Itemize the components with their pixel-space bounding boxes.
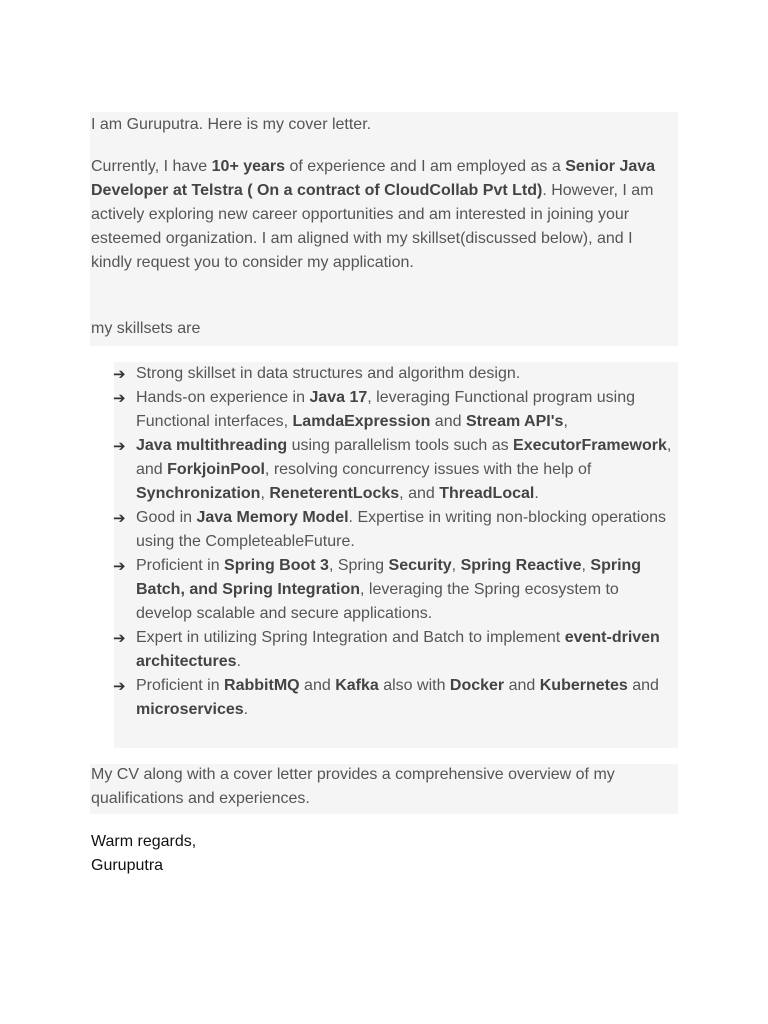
skill-item-data-structures xyxy=(114,362,678,386)
bold-run: event-driven architectures xyxy=(136,629,660,670)
bold-run: 10+ years xyxy=(211,158,286,175)
bold-run: Synchronization xyxy=(136,485,261,502)
skill-item-memory-model xyxy=(114,506,678,554)
text-run: . However, I am actively exploring new career opportunities and am interested in joining your esteemed organization. I am aligned with my skillset(discussed below), and I kindly request you to consider my application. xyxy=(91,182,654,271)
skill-item-java-17 xyxy=(114,386,678,434)
bold-run: RabbitMQ xyxy=(224,677,300,694)
skill-item-messaging xyxy=(114,674,678,722)
text-run: , and xyxy=(136,437,672,478)
text-run: Proficient in xyxy=(136,557,225,574)
bold-run: ForkjoinPool xyxy=(167,461,265,478)
text-run: Good in xyxy=(136,509,197,526)
signoff xyxy=(91,830,196,878)
closing-paragraph: My CV along with a cover letter provides a comprehensive overview of my qualifications and experiences. xyxy=(91,766,615,807)
text-run: Currently, I have xyxy=(91,158,212,175)
intro-block xyxy=(90,112,678,346)
bold-run: ExecutorFramework xyxy=(513,437,667,454)
text-run: and xyxy=(627,677,659,694)
bold-run: Java multithreading xyxy=(136,437,288,454)
skills-block xyxy=(114,362,678,748)
text-run: and xyxy=(299,677,336,694)
bold-run: Security xyxy=(388,557,452,574)
closing-block xyxy=(90,764,678,814)
text-run: , and xyxy=(399,485,440,502)
text-run: Strong skillset in data structures and algorithm design. xyxy=(136,365,521,382)
bold-run: LamdaExpression xyxy=(292,413,431,430)
arrow-bullet-icon: ➔ xyxy=(113,629,126,647)
text-run: of experience and I am employed as a xyxy=(285,158,566,175)
bold-run: Java 17 xyxy=(309,389,368,406)
text-run: . Expertise in writing non-blocking operations using the CompleteableFuture. xyxy=(136,509,667,550)
skill-item-event-driven xyxy=(114,626,678,674)
text-run: , xyxy=(260,485,270,502)
text-run: also with xyxy=(378,677,450,694)
text-run: , xyxy=(451,557,461,574)
arrow-bullet-icon: ➔ xyxy=(113,557,126,575)
bold-run: Spring Boot 3 xyxy=(224,557,329,574)
text-run: and xyxy=(504,677,540,694)
text-run: . xyxy=(243,701,249,718)
signature-name: Guruputra xyxy=(91,857,164,874)
text-run: , xyxy=(563,413,568,430)
bold-run: ReneterentLocks xyxy=(269,485,400,502)
bold-run: Kubernetes xyxy=(539,677,628,694)
arrow-bullet-icon: ➔ xyxy=(113,365,126,383)
bold-run: Spring Reactive xyxy=(460,557,582,574)
text-run: and xyxy=(430,413,466,430)
skills-heading: my skillsets are xyxy=(91,320,201,337)
arrow-bullet-icon: ➔ xyxy=(113,509,126,527)
text-run: , Spring xyxy=(328,557,389,574)
bold-run: ThreadLocal xyxy=(439,485,535,502)
skill-item-multithreading xyxy=(114,434,678,506)
skill-item-spring xyxy=(114,554,678,626)
bold-run: Kafka xyxy=(335,677,379,694)
bold-run: Java Memory Model xyxy=(196,509,349,526)
text-run: , leveraging Functional program using Functional interfaces, xyxy=(136,389,635,430)
text-run: , resolving concurrency issues with the help of xyxy=(264,461,592,478)
skills-list xyxy=(114,362,678,722)
text-run: . xyxy=(534,485,539,502)
arrow-bullet-icon: ➔ xyxy=(113,677,126,695)
text-run: Hands-on experience in xyxy=(136,389,310,406)
bold-run: Senior Java Developer at Telstra ( On a contract of CloudCollab Pvt Ltd) xyxy=(91,158,656,199)
regards-line: Warm regards, xyxy=(91,833,197,850)
text-run: , leveraging the Spring ecosystem to develop scalable and secure applications. xyxy=(136,581,619,622)
text-run: using parallelism tools such as xyxy=(287,437,514,454)
bold-run: Docker xyxy=(449,677,505,694)
text-run: , xyxy=(581,557,591,574)
text-run: . xyxy=(236,653,241,670)
bold-run: microservices xyxy=(136,701,244,718)
bold-run: Stream API's xyxy=(465,413,564,430)
arrow-bullet-icon: ➔ xyxy=(113,437,126,455)
text-run: Expert in utilizing Spring Integration and Batch to implement xyxy=(136,629,565,646)
experience-paragraph xyxy=(91,155,671,275)
arrow-bullet-icon: ➔ xyxy=(113,389,126,407)
text-run: Proficient in xyxy=(136,677,225,694)
intro-line: I am Guruputra. Here is my cover letter. xyxy=(91,116,372,133)
bold-run: Spring Batch, and Spring Integration xyxy=(136,557,642,598)
